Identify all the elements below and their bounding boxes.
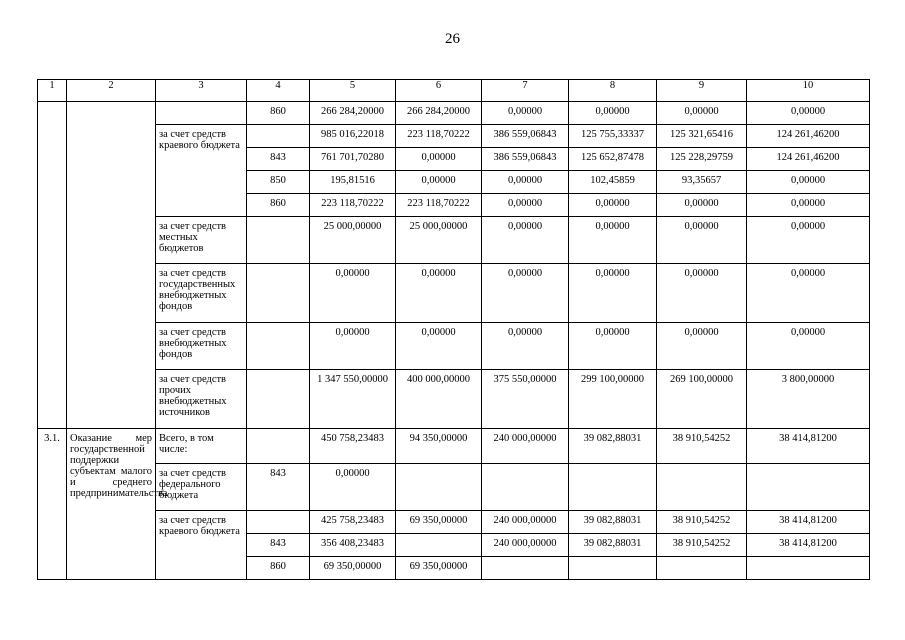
page-number: 26	[445, 31, 460, 47]
value-cell: 38 414,81200	[747, 429, 870, 464]
value-cell: 0,00000	[482, 217, 569, 264]
value-cell: 375 550,00000	[482, 370, 569, 429]
value-cell: 38 414,81200	[747, 534, 870, 557]
value-cell	[482, 464, 569, 511]
value-cell: 400 000,00000	[396, 370, 482, 429]
value-cell: 0,00000	[482, 323, 569, 370]
source-cell: Всего, в том числе:	[156, 429, 247, 464]
source-cell: за счет средств краевого бюджета	[156, 125, 247, 217]
code-cell	[247, 264, 310, 323]
value-cell: 761 701,70280	[310, 148, 396, 171]
source-cell	[156, 102, 247, 125]
value-cell: 0,00000	[310, 464, 396, 511]
value-cell: 0,00000	[310, 264, 396, 323]
budget-table	[37, 79, 870, 580]
table-row	[38, 429, 870, 464]
value-cell: 25 000,00000	[396, 217, 482, 264]
value-cell: 94 350,00000	[396, 429, 482, 464]
code-cell	[247, 370, 310, 429]
value-cell: 0,00000	[396, 148, 482, 171]
table-row	[38, 125, 870, 148]
value-cell: 240 000,00000	[482, 534, 569, 557]
value-cell: 125 228,29759	[657, 148, 747, 171]
code-cell	[247, 217, 310, 264]
value-cell: 356 408,23483	[310, 534, 396, 557]
value-cell: 386 559,06843	[482, 148, 569, 171]
table-row	[38, 217, 870, 264]
col-header: 9	[657, 80, 747, 102]
value-cell: 0,00000	[657, 217, 747, 264]
value-cell: 0,00000	[310, 323, 396, 370]
value-cell: 223 118,70222	[396, 194, 482, 217]
table-row	[38, 102, 870, 125]
code-cell: 850	[247, 171, 310, 194]
value-cell: 450 758,23483	[310, 429, 396, 464]
value-cell: 0,00000	[569, 217, 657, 264]
value-cell: 0,00000	[569, 102, 657, 125]
value-cell	[747, 464, 870, 511]
value-cell: 0,00000	[396, 323, 482, 370]
value-cell	[482, 557, 569, 580]
table-row	[38, 511, 870, 534]
source-cell: за счет средств государственных внебюджетных фондов	[156, 264, 247, 323]
value-cell	[657, 557, 747, 580]
value-cell: 425 758,23483	[310, 511, 396, 534]
value-cell: 0,00000	[747, 217, 870, 264]
value-cell: 3 800,00000	[747, 370, 870, 429]
code-cell	[247, 511, 310, 534]
header-row	[38, 80, 870, 102]
value-cell: 0,00000	[747, 102, 870, 125]
source-cell: за счет средств краевого бюджета	[156, 511, 247, 580]
value-cell	[396, 534, 482, 557]
value-cell: 69 350,00000	[396, 557, 482, 580]
code-cell: 843	[247, 148, 310, 171]
value-cell: 25 000,00000	[310, 217, 396, 264]
value-cell: 38 414,81200	[747, 511, 870, 534]
code-cell	[247, 429, 310, 464]
source-cell: за счет средств внебюджетных фондов	[156, 323, 247, 370]
value-cell	[569, 557, 657, 580]
value-cell: 0,00000	[482, 194, 569, 217]
value-cell: 0,00000	[747, 171, 870, 194]
row-number-cell	[38, 102, 67, 429]
value-cell: 0,00000	[657, 194, 747, 217]
value-cell: 0,00000	[657, 323, 747, 370]
value-cell: 0,00000	[396, 264, 482, 323]
code-cell	[247, 125, 310, 148]
name-cell	[67, 102, 156, 429]
col-header: 4	[247, 80, 310, 102]
value-cell: 0,00000	[657, 264, 747, 323]
value-cell: 0,00000	[396, 171, 482, 194]
value-cell: 985 016,22018	[310, 125, 396, 148]
value-cell: 102,45859	[569, 171, 657, 194]
value-cell	[569, 464, 657, 511]
value-cell: 0,00000	[482, 171, 569, 194]
value-cell: 299 100,00000	[569, 370, 657, 429]
value-cell: 240 000,00000	[482, 511, 569, 534]
value-cell: 125 321,65416	[657, 125, 747, 148]
value-cell: 124 261,46200	[747, 125, 870, 148]
table-row	[38, 370, 870, 429]
value-cell: 39 082,88031	[569, 511, 657, 534]
value-cell: 124 261,46200	[747, 148, 870, 171]
value-cell: 0,00000	[569, 264, 657, 323]
value-cell	[657, 464, 747, 511]
value-cell: 240 000,00000	[482, 429, 569, 464]
col-header: 7	[482, 80, 569, 102]
value-cell: 223 118,70222	[396, 125, 482, 148]
value-cell: 0,00000	[747, 264, 870, 323]
table-row	[38, 323, 870, 370]
name-cell: Оказание мер государственной поддержки субъектам малого и среднего предпринимательства	[67, 429, 156, 580]
source-cell: за счет средств федерального бюджета	[156, 464, 247, 511]
value-cell: 38 910,54252	[657, 429, 747, 464]
col-header: 3	[156, 80, 247, 102]
row-number-cell: 3.1.	[38, 429, 67, 580]
col-header: 8	[569, 80, 657, 102]
code-cell: 843	[247, 534, 310, 557]
value-cell: 1 347 550,00000	[310, 370, 396, 429]
table-row	[38, 464, 870, 511]
value-cell: 266 284,20000	[396, 102, 482, 125]
value-cell: 0,00000	[747, 323, 870, 370]
value-cell: 0,00000	[482, 102, 569, 125]
value-cell: 69 350,00000	[310, 557, 396, 580]
value-cell: 125 652,87478	[569, 148, 657, 171]
code-cell: 860	[247, 557, 310, 580]
value-cell	[747, 557, 870, 580]
source-cell: за счет средств прочих внебюджетных источников	[156, 370, 247, 429]
value-cell: 93,35657	[657, 171, 747, 194]
value-cell: 0,00000	[482, 264, 569, 323]
value-cell: 195,81516	[310, 171, 396, 194]
value-cell: 0,00000	[747, 194, 870, 217]
col-header: 6	[396, 80, 482, 102]
value-cell: 223 118,70222	[310, 194, 396, 217]
code-cell: 860	[247, 194, 310, 217]
code-cell: 860	[247, 102, 310, 125]
value-cell: 0,00000	[569, 323, 657, 370]
value-cell: 125 755,33337	[569, 125, 657, 148]
value-cell: 38 910,54252	[657, 511, 747, 534]
col-header: 1	[38, 80, 67, 102]
code-cell: 843	[247, 464, 310, 511]
value-cell	[396, 464, 482, 511]
value-cell: 39 082,88031	[569, 429, 657, 464]
col-header: 5	[310, 80, 396, 102]
col-header: 10	[747, 80, 870, 102]
source-cell: за счет средств местных бюджетов	[156, 217, 247, 264]
col-header: 2	[67, 80, 156, 102]
value-cell: 269 100,00000	[657, 370, 747, 429]
value-cell: 0,00000	[569, 194, 657, 217]
value-cell: 39 082,88031	[569, 534, 657, 557]
value-cell: 69 350,00000	[396, 511, 482, 534]
value-cell: 0,00000	[657, 102, 747, 125]
table-row	[38, 264, 870, 323]
code-cell	[247, 323, 310, 370]
value-cell: 38 910,54252	[657, 534, 747, 557]
value-cell: 266 284,20000	[310, 102, 396, 125]
value-cell: 386 559,06843	[482, 125, 569, 148]
